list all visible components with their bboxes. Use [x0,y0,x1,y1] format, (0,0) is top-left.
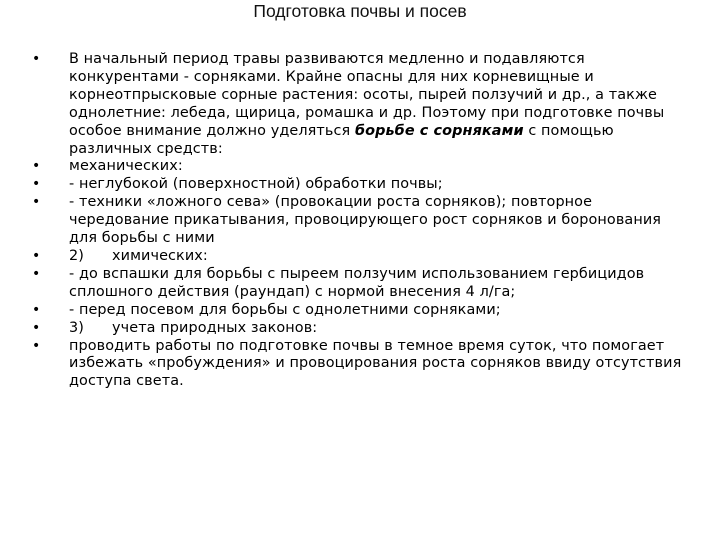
bullet-dot-icon: • [32,301,41,318]
bullet-text [69,51,692,158]
bullet-dot-icon: • [32,265,41,282]
bullet-item-natural-laws [32,320,692,338]
bullet-item-night-work [32,338,692,392]
bullet-item-mechanical [32,158,692,176]
bullet-list [32,51,692,391]
slide-title: Подготовка почвы и посев [253,1,467,21]
bullet-text-after: с помощью различных средств: [69,122,614,157]
bullet-text: - перед посевом для борьбы с однолетними сорняками; [69,301,501,318]
bullet-dot-icon: • [32,51,41,67]
bullet-text-emphasis: борьбе с сорняками [354,122,524,139]
bullet-item-chemical [32,248,692,266]
bullet-item-herbicide [32,266,692,302]
bullet-text: - техники «ложного сева» (провокации роста сорняков); повторное чередование прикатывания, провоцирующего рост сорняков и боронования для борьбы с ними [69,194,662,247]
bullet-text-before: В начальный период травы развиваются медленно и подавляются конкурентами - сорняками. Крайне опасны для них корневищные и корнеотпрысковые сорные растения: осоты, пырей ползучий и др., а также однолетние: лебеда, щирица, ромашка и др. Поэтому при подготовке почвы особое внимание должно уделяться [69,51,665,139]
bullet-text: проводить работы по подготовке почвы в темное время суток, что помогает избежать «пробуждения» и провоцирования роста сорняков ввиду отсутствия доступа света. [69,337,682,390]
bullet-dot-icon: • [32,337,41,354]
bullet-text: механических: [69,158,183,175]
bullet-text: - неглубокой (поверхностной) обработки почвы; [69,176,443,193]
bullet-item-pre-sowing [32,302,692,320]
bullet-item-false-seeding [32,194,692,248]
bullet-dot-icon: • [32,158,41,175]
bullet-item-weed-control-intro [32,51,692,158]
bullet-item-shallow-tillage [32,176,692,194]
bullet-text: 3) учета природных законов: [69,319,318,336]
bullet-dot-icon: • [32,194,41,211]
bullet-dot-icon: • [32,247,41,264]
bullet-text: 2) химических: [69,247,208,264]
bullet-dot-icon: • [32,176,41,193]
bullet-dot-icon: • [32,319,41,336]
bullet-text: - до вспашки для борьбы с пыреем ползучим использованием гербицидов сплошного действия (раундап) с нормой внесения 4 л/га; [69,265,645,300]
